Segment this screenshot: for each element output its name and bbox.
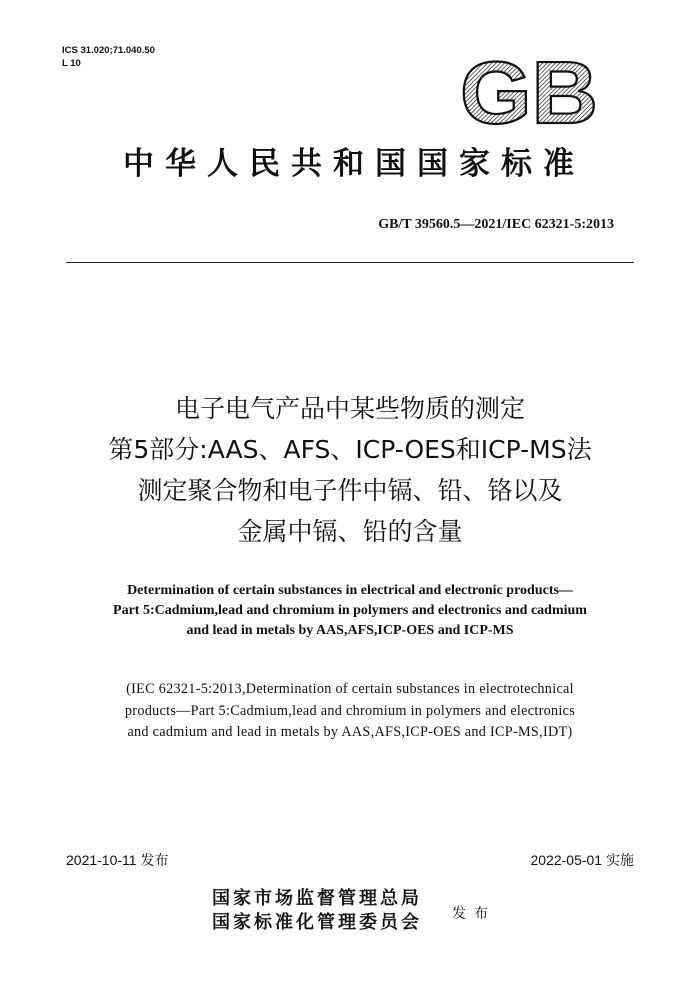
ics-code: ICS 31.020;71.040.50 <box>62 45 155 56</box>
publishers <box>212 887 422 935</box>
issue-label: 发布 <box>140 853 169 869</box>
issue-date: 2021-10-11 <box>66 852 137 868</box>
standard-number: GB/T 39560.5—2021/IEC 62321-5:2013 <box>378 217 614 232</box>
national-standard-title: 中华人民共和国国家标准 <box>123 146 585 182</box>
publisher-samr: 国家市场监督管理总局 <box>212 888 422 909</box>
chinese-title-line: 电子电气产品中某些物质的测定 <box>174 394 525 423</box>
chinese-title <box>0 388 700 552</box>
publish-label: 发布 <box>452 906 496 922</box>
chinese-title-line: 金属中镉、铅的含量 <box>237 517 463 546</box>
iec-note-line: and cadmium and lead in metals by AAS,AFS,ICP-OES and ICP-MS,IDT) <box>127 724 573 740</box>
gb-logo <box>457 55 601 129</box>
english-title-line: Part 5:Cadmium,lead and chromium in polymers and electronics and cadmium <box>113 603 587 618</box>
ccs-code: L 10 <box>62 58 81 69</box>
iec-equivalence-note <box>0 679 700 744</box>
divider <box>66 262 634 263</box>
english-title-line: Determination of certain substances in electrical and electronic products— <box>127 583 573 598</box>
chinese-title-line: 测定聚合物和电子件中镉、铅、铬以及 <box>137 476 563 505</box>
english-title <box>0 581 700 641</box>
classification-codes <box>62 44 155 70</box>
publisher-sac: 国家标准化管理委员会 <box>212 912 422 933</box>
iec-note-line: (IEC 62321-5:2013,Determination of certain substances in electrotechnical <box>126 681 574 697</box>
chinese-title-line: 第5部分:AAS、AFS、ICP-OES和ICP-MS法 <box>108 435 592 464</box>
iec-note-line: products—Part 5:Cadmium,lead and chromium in polymers and electronics <box>124 702 576 719</box>
issue-date-block <box>66 850 168 870</box>
gb-logo-text: GB <box>460 55 598 129</box>
implementation-date: 2022-05-01 <box>530 852 603 868</box>
implementation-label: 实施 <box>606 853 634 869</box>
implementation-date-block <box>530 850 634 870</box>
english-title-line: and lead in metals by AAS,AFS,ICP-OES and ICP-MS <box>186 623 514 638</box>
